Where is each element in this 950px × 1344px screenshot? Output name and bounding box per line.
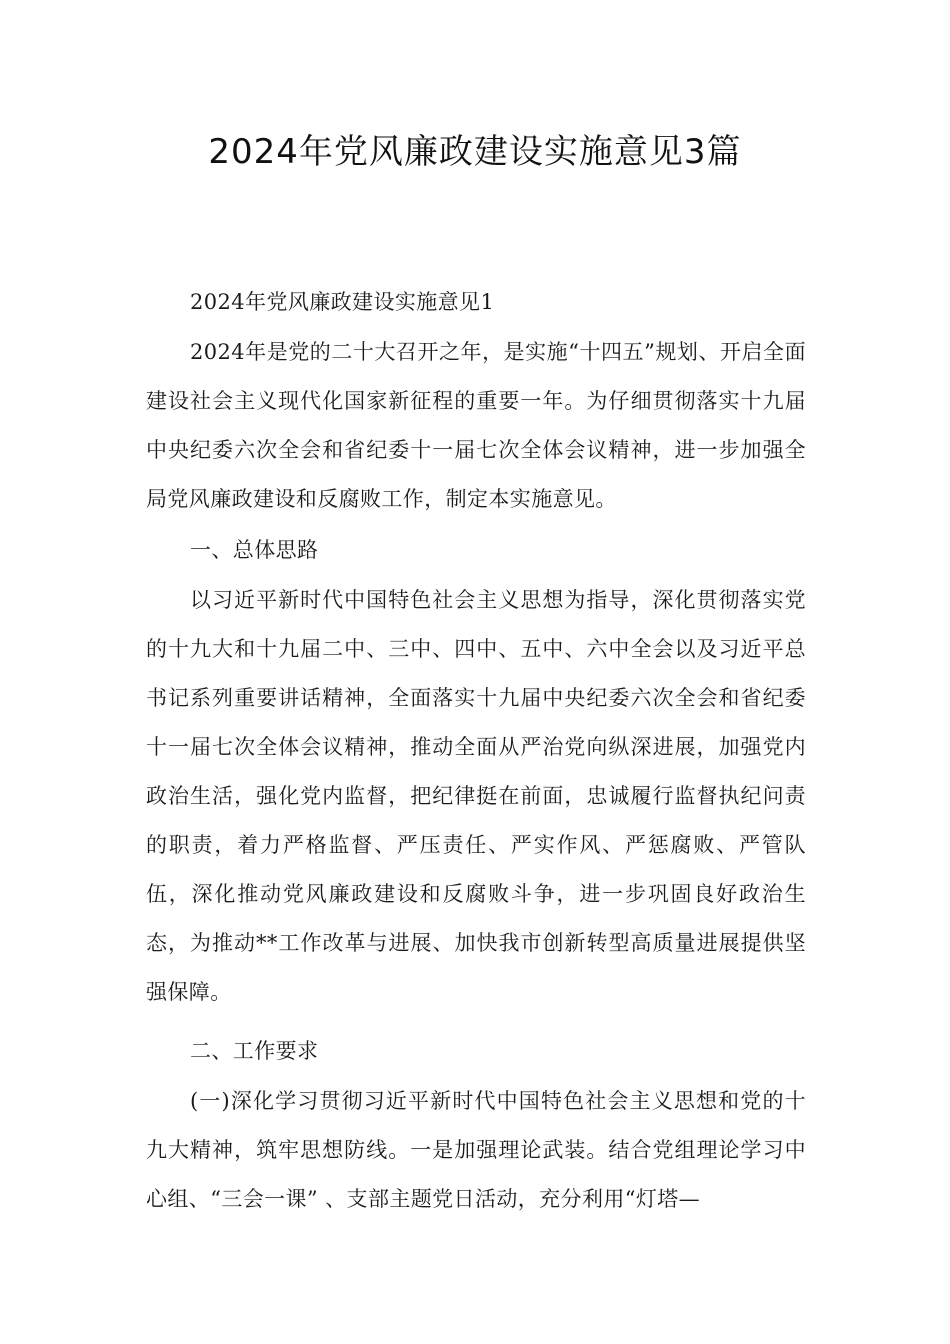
intro-paragraph: 2024年是党的二十大召开之年，是实施“十四五”规划、开启全面建设社会主义现代化国家新征程的重要一年。为仔细贯彻落实十九届中央纪委六次全会和省纪委十一届七次全体会议精神，进一步加强全局党风廉政建设和反腐败工作，制定本实施意见。 xyxy=(146,340,806,511)
heading-overall-approach: 一、总体思路 xyxy=(190,538,319,562)
work-requirements-paragraph: (一)深化学习贯彻习近平新时代中国特色社会主义思想和党的十九大精神，筑牢思想防线。一是加强理论武装。结合党组理论学习中心组、“三会一课” 、支部主题党日活动，充分利用“灯塔— xyxy=(146,1089,806,1211)
document-body xyxy=(146,280,806,1224)
document-title: 2024年党风廉政建设实施意见3篇 xyxy=(208,132,742,172)
heading-work-requirements: 二、工作要求 xyxy=(190,1039,319,1063)
overall-approach-paragraph: 以习近平新时代中国特色社会主义思想为指导，深化贯彻落实党的十九大和十九届二中、三中、四中、五中、六中全会以及习近平总书记系列重要讲话精神，全面落实十九届中央纪委六次全会和省纪委十一届七次全体会议精神，推动全面从严治党向纵深进展，加强党内政治生活，强化党内监督，把纪律挺在前面，忠诚履行监督执纪问责的职责，着力严格监督、严压责任、严实作风、严惩腐败、严管队伍，深化推动党风廉政建设和反腐败斗争，进一步巩固良好政治生态，为推动**工作改革与进展、加快我市创新转型高质量进展提供坚强保障。 xyxy=(146,588,806,1004)
section-subtitle: 2024年党风廉政建设实施意见1 xyxy=(190,290,495,314)
